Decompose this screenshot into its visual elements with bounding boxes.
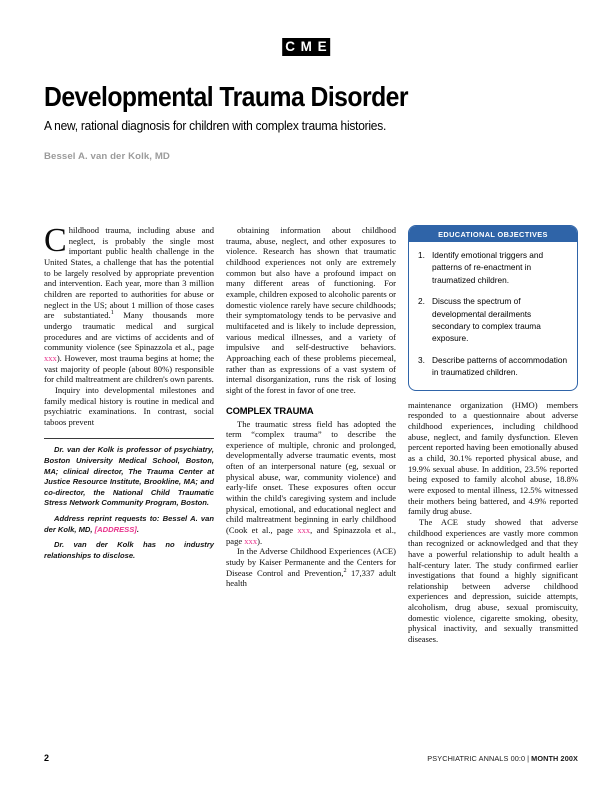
journal-name: PSYCHIATRIC ANNALS 00:0 [427,754,526,763]
paragraph-text-cont: , and Spinazzola et al., page [226,525,396,546]
reprint-requests [44,514,214,535]
article-byline: Bessel A. van der Kolk, MD [44,151,170,162]
footer-journal-info [427,754,578,763]
cme-badge [282,38,330,56]
disclosure-statement: Dr. van der Kolk has no industry relationships to disclose. [44,540,214,560]
cme-badge-letter-e: E [317,39,327,54]
paragraph: Inquiry into developmental milestones and family medical history is routine in medical and psychiatric examinations. In contrast, social taboos prevent [44,384,214,427]
educational-objectives-header: EDUCATIONAL OBJECTIVES [409,226,577,242]
paragraph-text-cont: Many thousands more undergo traumatic medical and surgical procedures and are victims of accidents and of community violence (see Spinazzola et al., page [44,310,214,353]
section-heading-complex-trauma: COMPLEX TRAUMA [226,404,314,416]
article-body [44,222,578,745]
page-title: Developmental Trauma Disorder [44,81,408,112]
bio-divider [44,438,214,439]
article-masthead [44,82,572,163]
paragraph: The ACE study showed that adverse childhood experiences are vastly more common than recognized or acknowledged and that they have a powerful relationship to adult health a half-century later. The study confirmed earlier investigations that found a highly significant relationship between adverse childhood experiences and depression, suicide attempts, alcoholism, drug abuse, sexual promiscuity, domestic violence, cigarette smoking, obesity, physical inactivity, and sexually transmitted diseases. [408,516,578,645]
issue-date: MONTH 200X [531,754,578,763]
reprint-prefix: Address reprint requests to: Bessel A. van der Kolk, MD, [44,514,214,534]
reprint-suffix: . [136,524,139,534]
paragraph-text: The traumatic stress field has adopted the term “complex trauma” to describe the experience of multiple, chronic and prolonged, developmentally adverse traumatic events, most often of an interpersonal nature (eg, sexual or physical abuse, war, community violence) and early-life onset. These exposures often occur within the child's caregiving system and include physical, emotional, and educational neglect and child maltreatment beginning in early childhood (Cook et al., page [226,418,396,536]
page-placeholder: xxx [44,352,57,363]
author-affiliation: Dr. van der Kolk is professor of psychiatry, Boston University Medical School, Boston, MA; clinical director, The Trauma Center at Justice Resource Institute, Brookline, MA; and co-director, the National Child Traumatic Stress Network Community Program, Boston. [44,445,214,508]
paragraph [226,419,396,547]
list-item: Identify emotional triggers and patterns of re-enactment in traumatized children. [432,250,544,285]
paragraph-text-end: ). However, most trauma begins at home; the vast majority of people (about 80%) responsible for child maltreatment are children's own parents. [44,352,214,385]
paragraph-text: In the Adverse Childhood Experiences (ACE) study by Kaiser Permanente and the Centers for Disease Control and Prevention, [226,546,396,578]
list-item: Describe patterns of accommodation in traumatized children. [432,354,568,378]
paragraph-text-end: ). [257,535,263,546]
column-1 [44,222,214,745]
address-placeholder: [ADDRESS] [94,524,137,534]
cme-badge-letter-c: C [285,39,296,54]
footnote-marker: 2 [343,566,347,574]
paragraph-text: Childhood trauma, including abuse and neglect, is probably the single most important public health challenge in the United States, a challenge that has the potential to be largely resolved by appropriate prevention and intervention. Each year, more than 3 million children are reported to authorities for abuse or neglect in the US; about 1 million of those cases are substantiated. [44,222,214,321]
footer-separator: | [527,754,530,763]
column-3 [408,225,578,745]
page-number: 2 [44,753,50,763]
column-2 [226,225,396,745]
article-subtitle: A new, rational diagnosis for children with complex trauma histories. [44,119,387,133]
paragraph: maintenance organization (HMO) members responded to a questionnaire about adverse childhood experiences, including childhood abuse, neglect, and family dysfunction. Eleven percent reported having been emotionally abused as a child, 30.1% reported physical abuse, and 19.9% sexual abuse. In addition, 23.5% reported being exposed to family alcohol abuse, 18.8% were exposed to mental illness, 12.5% witnessed their mothers being battered, and 4.9% reported family drug abuse. [408,399,578,517]
list-item: Discuss the spectrum of developmental derailments secondary to complex trauma exposure. [432,296,541,344]
paragraph [226,546,396,589]
footnote-marker: 1 [110,309,114,317]
paragraph: obtaining information about childhood trauma, abuse, neglect, and other exposures to violence. Research has shown that traumatic childhood experiences not only are extremely common but also have a profound impact on many different areas of functioning. For example, children exposed to alcoholic parents or domestic violence rarely have secure childhoods; their symptomatology tends to be pervasive and multifaceted and is likely to include depression, various medical illnesses, and a variety of impulsive and self-destructive behaviors. Approaching each of these problems piecemeal, rather than as expressions of a vast system of internal disorganization, runs the risk of losing sight of the forest in favor of one tree. [226,225,396,395]
paragraph-text-end: 17,337 adult health [226,567,396,589]
page-placeholder: xxx [244,535,258,546]
cme-badge-letter-m: M [300,39,313,54]
educational-objectives-box [408,225,578,391]
page-placeholder: xxx [297,525,311,536]
page-footer [44,753,578,763]
educational-objectives-list [409,242,577,390]
paragraph [44,222,214,385]
